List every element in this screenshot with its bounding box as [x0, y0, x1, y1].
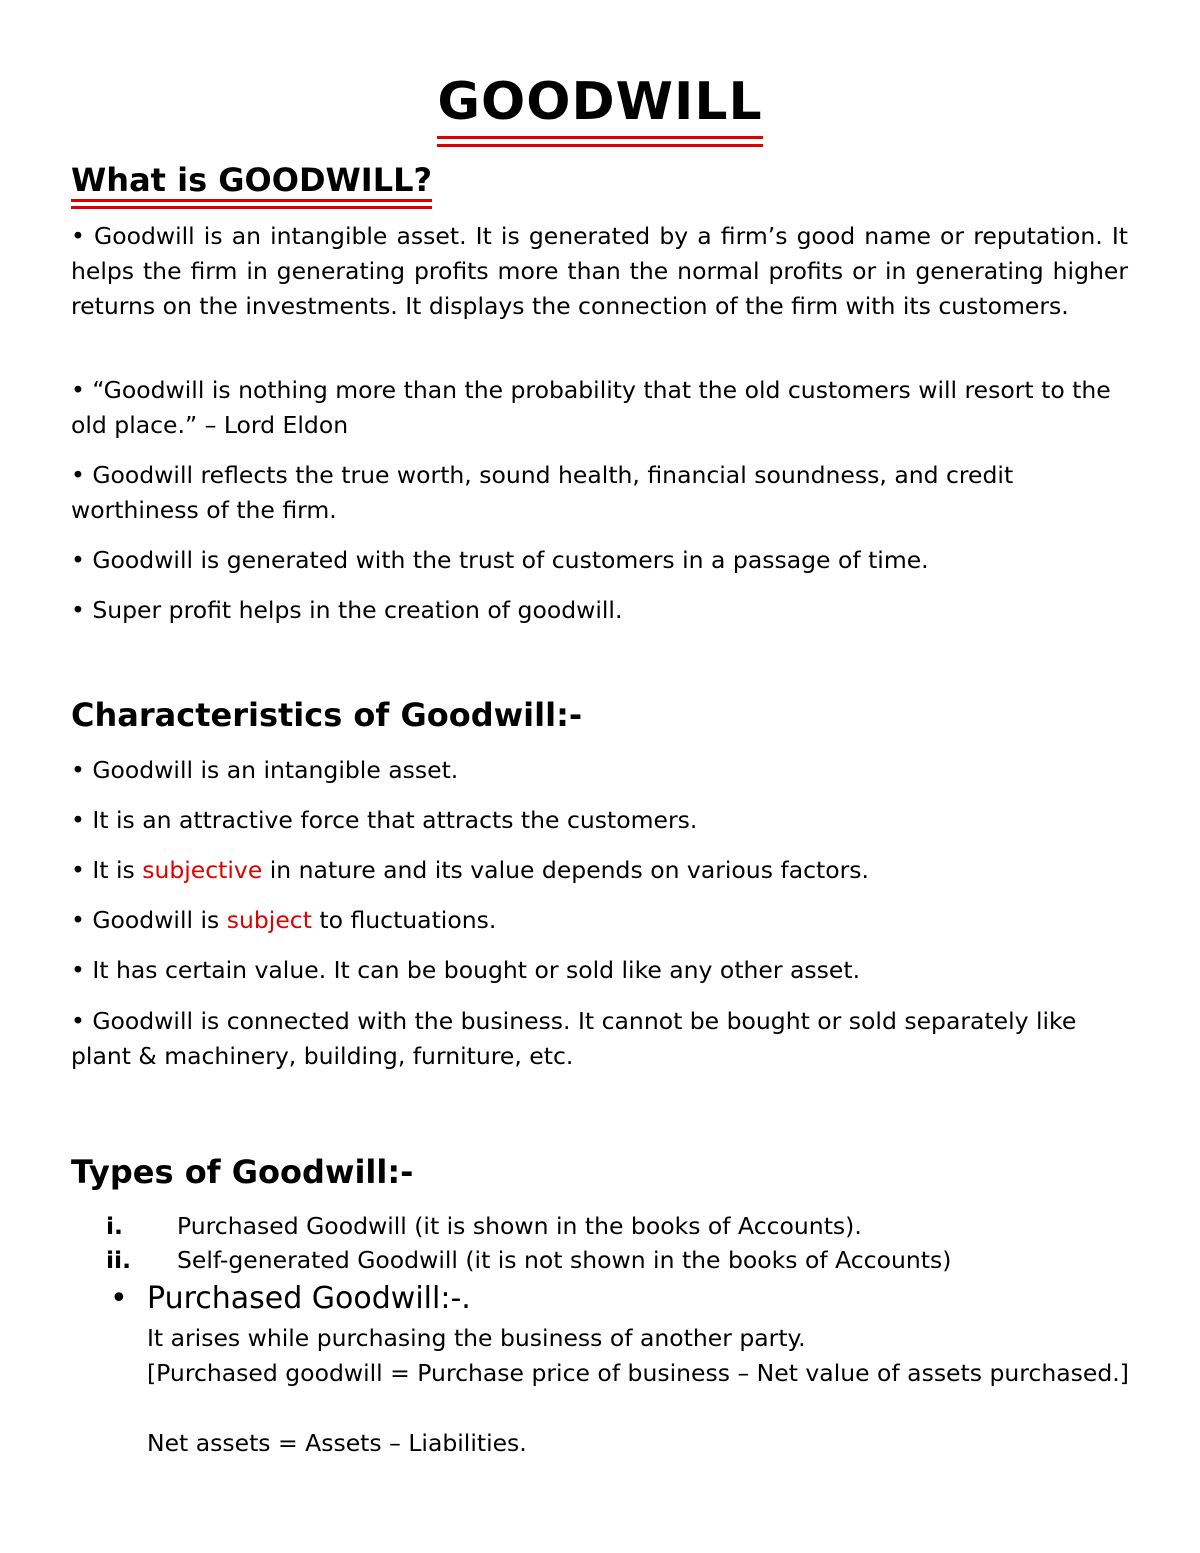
characteristic-item: • Goodwill is connected with the business. It cannot be bought or sold separately like plant & machinery, building, furniture, etc. [71, 1007, 1077, 1070]
document-title: GOODWILL [0, 70, 1200, 139]
section-heading-what-is-goodwill: What is GOODWILL? [71, 160, 432, 200]
roman-numeral: ii. [106, 1246, 132, 1274]
purchased-goodwill-title: Purchased Goodwill:-. [147, 1281, 471, 1316]
characteristic-item: • It is an attractive force that attracts the customers. [71, 806, 698, 834]
bullet-icon: • [110, 1281, 128, 1316]
paragraph-super-profit: • Super profit helps in the creation of goodwill. [71, 596, 623, 624]
paragraph-quote: • “Goodwill is nothing more than the probability that the old customers will resort to the old place.” – Lord Eldon [71, 376, 1111, 439]
paragraph-trust: • Goodwill is generated with the trust of customers in a passage of time. [71, 546, 929, 574]
type-item-text: Purchased Goodwill (it is shown in the books of Accounts). [177, 1212, 862, 1240]
highlight-subjective: subjective [142, 856, 263, 884]
characteristic-item: • It has certain value. It can be bought or sold like any other asset. [71, 956, 861, 984]
section-heading-types: Types of Goodwill:- [71, 1153, 414, 1191]
purchased-goodwill-line: It arises while purchasing the business of another party. [147, 1324, 806, 1352]
characteristic-item: • Goodwill is subject to fluctuations. [71, 906, 497, 934]
type-item-purchased [0, 1209, 1200, 1243]
section-heading-characteristics: Characteristics of Goodwill:- [71, 696, 583, 734]
purchased-goodwill-formula: [Purchased goodwill = Purchase price of business – Net value of assets purchased.] [147, 1359, 1129, 1387]
roman-numeral: i. [106, 1212, 123, 1240]
type-item-text: Self-generated Goodwill (it is not shown in the books of Accounts) [177, 1246, 952, 1274]
type-item-self-generated [0, 1243, 1200, 1277]
net-assets-formula: Net assets = Assets – Liabilities. [147, 1429, 527, 1457]
characteristic-item: • It is subjective in nature and its value depends on various factors. [71, 856, 869, 884]
characteristic-item: • Goodwill is an intangible asset. [71, 756, 459, 784]
highlight-subject: subject [226, 906, 312, 934]
paragraph-true-worth: • Goodwill reflects the true worth, sound health, financial soundness, and credit worthiness of the firm. [71, 461, 1014, 524]
paragraph-definition: • Goodwill is an intangible asset. It is generated by a firm’s good name or reputation. It helps the firm in generating profits more than the normal profits or in generating higher returns on the investments. It displays the connection of the firm with its customers. [71, 222, 1128, 320]
purchased-goodwill-heading [110, 1279, 1130, 1319]
